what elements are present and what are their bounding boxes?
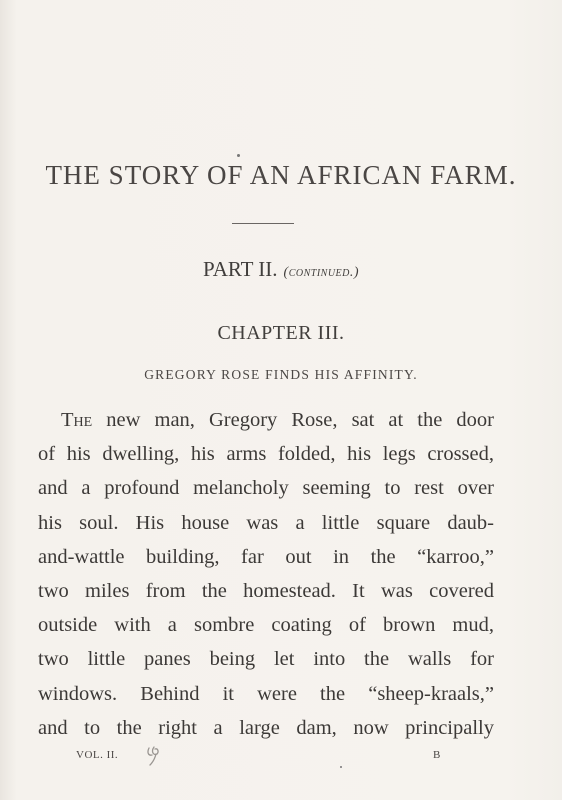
chapter-title: GREGORY ROSE FINDS HIS AFFINITY. — [144, 367, 418, 382]
body-line: The new man, Gregory Rose, sat at the door — [61, 409, 494, 431]
ink-speck — [340, 766, 342, 768]
volume-label: VOL. II. — [76, 749, 119, 761]
chapter-number: CHAPTER III. — [217, 322, 345, 344]
body-line: two little panes being let into the walls for — [38, 648, 494, 671]
body-line: his soul. His house was a little square daub- — [38, 511, 494, 534]
signature-mark: B — [433, 749, 441, 761]
title-divider — [232, 223, 294, 224]
page-footer — [0, 745, 562, 769]
body-line: and a profound melancholy seeming to rest over — [38, 477, 494, 500]
ink-speck — [237, 154, 240, 157]
opening-word: The — [61, 409, 93, 431]
body-line: two miles from the homestead. It was covered — [38, 579, 494, 602]
body-line: and-wattle building, far out in the “karroo,” — [38, 545, 494, 568]
part-continued: (continued.) — [283, 265, 360, 280]
pencil-mark — [145, 742, 171, 768]
body-line: of his dwelling, his arms folded, his legs crossed, — [38, 443, 494, 466]
body-line: windows. Behind it were the “sheep-kraals,” — [38, 682, 494, 705]
part-label: PART II. — [202, 257, 278, 281]
body-line: outside with a sombre coating of brown mud, — [38, 614, 494, 637]
body-line: and to the right a large dam, now principally — [38, 716, 494, 739]
body-text — [38, 403, 494, 745]
part-heading — [0, 257, 562, 282]
book-title: THE STORY OF AN AFRICAN FARM. — [45, 160, 517, 190]
